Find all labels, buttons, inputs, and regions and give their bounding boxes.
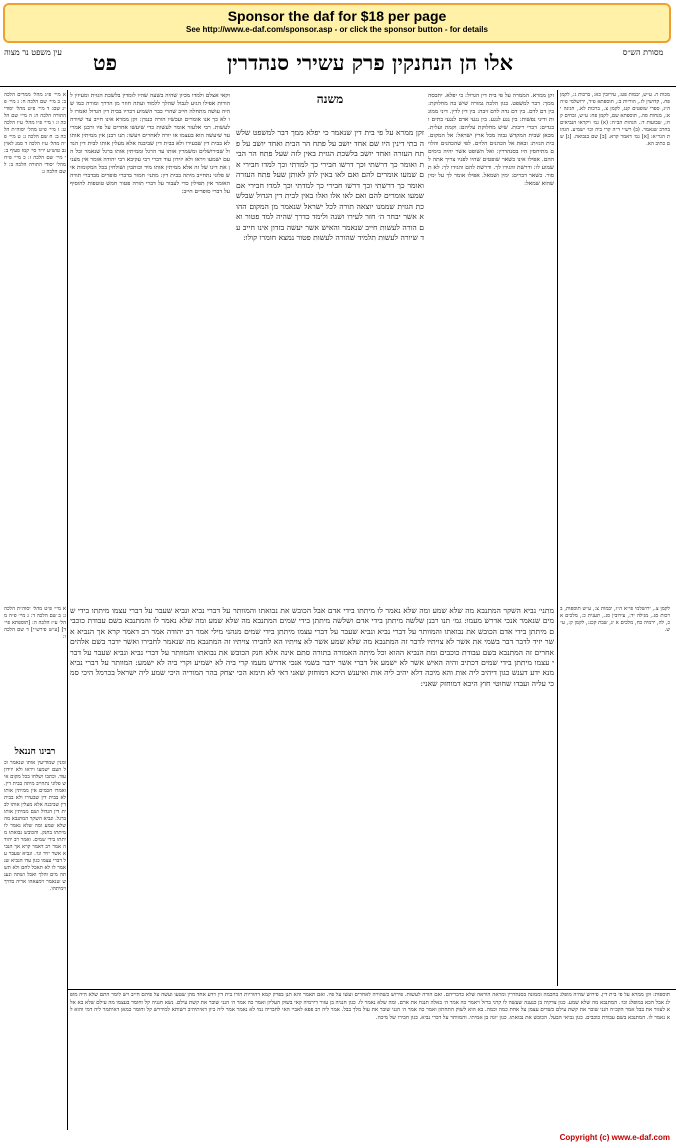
ein-mishpat-lower-text: א מיי׳ פ״ט מהל׳ יסוה״ת הלכה ג: ב שם הלכה ד: ג מיי׳ פ״ה מהל׳ ע״ז הלכה ה: [תוספתא פי״ד] [ע״ש פירש״י] ד שם הלכה ו: (4, 606, 66, 640)
chapter-title: אלו הן הנחנקין פרק עשירי סנהדרין (226, 50, 514, 75)
gemara-wide-text: מתני׳ נביא השקר המתנבא מה שלא שמע ומה שלא נאמר לו מיתתו בידי אדם אבל הכובש את נבואתו והמוותר על דברי נביא ונביא שעבר על דברי עצמו מיתתו בידי שמים שנאמר אנכי אדרש מעמו: גמ׳ תנו רבנן שלשה מיתתן בידי אדם ושלשה מיתתן בידי שמים המתנבא מה שלא שמע ומה שלא נאמר לו והמתנבא בשם עבודת כוכבים מיתתן בידי אדם הכובש את נבואתו והמוותר על דברי נביא ונביא שעבר על דברי עצמו מיתתן בידי שמים מנהני מילי אמר רב יהודה אמר רב דאמר קרא אך הנביא אשר יזיד לדבר דבר בשמי את אשר לא צויתיו לדבר זה המתנבא מה שלא שמע אשר לא צויתיו הא לחבירו צויתיו זה המתנבא מה שנאמר לחבירו ואשר ידבר בשם אלהים אחרים זה המתנבא בשם עבודת כוכבים ומת הנביא ההוא וכל מיתה האמורה בתורה סתם אינה אלא חנק הכובש את נבואתו והמוותר על דברי נביא ונביא שעבר על דברי עצמו מיתתן בידי שמים דכתיב והיה האיש אשר לא ישמע אל דברי אשר ידבר בשמי אנכי אדרש מעמו קרי ביה לא ישמיע וקרי ביה לא ישמע: המוותר על דברי נביא מנא ידע דענש כגון דיהיב ליה אות והא מיכה דלא יהיב ליה אות ואיענש היכא דמוחזק שאני דאי לא תימא הכי יצחק בהר המוריה היכי שמע ליה ישראל בכרמל היכי סמכי עליה ועבדו שחוטי חוץ היכא דמוחזק שאני: (70, 606, 554, 688)
header-ein-mishpat-label: עין משפט נר מצוה (4, 48, 62, 57)
ein-mishpat-column-lower (4, 606, 66, 746)
copyright-notice[interactable]: Copyright (c) www.e-daf.com (559, 1133, 670, 1142)
gemara-wide-column (70, 606, 554, 986)
header-divider (0, 86, 676, 87)
rabbeinu-chananel-text: ומנין שמודיעין אותו שנאמר וכל העם ישמעו ויראו ולא יזידון עוד. וכתבו ושלחו בכל מקום איש פלוני נתחייב מיתה בבית דין. ואמרו חכמים אין ממיתין אותו לא בבית דין שבעירו ולא בבית דין שביבנה אלא מעלין אותו לבית דין הגדול ושם ממיתין אותו ברגל. ונביא השקר המתנבא מה שלא שמע ומה שלא נאמר לו מיתתו בחנק. והכובש נבואתו מיתתו בידי שמים. ואמר רב יהודה אמר רב דאמר קרא אך הנביא אשר יזיד וגו׳. ונביא שעבר על דברי עצמו כגון עדו הנביא שנאמר לו לא תאכל לחם ולא תשתה מים והלך ואכל ושתה ונענש שנאמר וימצאהו אריה בדרך וימיתהו. (4, 760, 66, 892)
bottom-commentary-text: תוספות: זקן ממרא על פי בית דין. פירוש שהיה מופלג בחכמה וממונה בסנהדרין ומראה הוראה שלא כדבריהם. ואם הורה לעשות. פירוש כשהורה לאחרים ועשו על פיו. ואם תאמר והא תנן בפרק קמא דהוריות הורו בית דין וידע אחד מהן שטעו ועשה על פיהם חייב ויש לומר התם שלא היה מופלג אבל הכא במופלג וכו׳. המתנבא מה שלא שמע. כגון צדקיה בן כנענה שעשה לו קרני ברזל ויאמר כה אמר ה׳ באלה תנגח את ארם. ומה שלא נאמר לו. כגון חנניה בן עזור דירמיה קאי בשוק העליון ואמר כה אמר ה׳ הנני שובר את קשת עילם. נשא חנניה קל וחומר בעצמו מה עילם שלא בא אלא לעזור את בבל אמר הקב״ה הנני שובר את קשת עילם כשדים עצמן על אחת כמה וכמה. בא הוא לשוק התחתון ואמר כה אמר ה׳ הנני שובר את עול מלך בבל. אמר ליה רב פפא לאביי האי לחבריה נמי לא נאמר אמר ליה כיון דאיתיהיב רשותא למידרש קל וחומר כמאן דאיתמר ליה דמי והוא לא נאמר לו. המתנבא בשם עבודת כוכבים. כגון נביאי הבעל. הכובש את נבואתו. כגון יונה בן אמיתי. והמוותר על דברי נביא. כגון חבירו של מיכה. (70, 992, 670, 1021)
gemara-main-text: זקן ממרא על פי בית דין שנאמר כי יפלא ממך דבר למשפט שלשה בתי דינין היו שם אחד יושב על פתח הר הבית ואחד יושב על פתח העזרה ואחד יושב בלשכת הגזית באין לזה שעל פתח הר הבית ואומר כך דרשתי וכך דרשו חבירי כך למדתי וכך למדו חבירי אם שמעו אומרים להם ואם לאו באין להן לאותן שעל פתח העזרה ואומר כך דרשתי וכך דרשו חבירי כך למדתי וכך למדו חבירי אם שמעו אומרים להם ואם לאו אלו ואלו באין לבית דין הגדול שבלשכת הגזית שממנו יוצאה תורה לכל ישראל שנאמר מן המקום ההוא אשר יבחר ה׳ חזר לעירו ושנה ולימד כדרך שהיה למד פטור ואם הורה לעשות חייב שנאמר והאיש אשר יעשה בזדון אינו חייב עד שיורה לעשות תלמיד שהורה לעשות פטור נמצא חומרו קולו: (236, 128, 424, 242)
masoret-hashas-column-lower (560, 606, 670, 986)
bottom-section-divider (68, 989, 676, 990)
gemara-main-column (236, 128, 424, 608)
sponsor-banner-title: Sponsor the daf for $18 per page (227, 8, 447, 24)
masoret-hashas-text: מכות ה. ע״ש, יבמות פט:, עירובין כא:, ברכות ג:, לקמן פח., קדושין לז., הוריות ב:, תוספתא פ״ד, ירושלמי פ״ה ה״ג, ספרי שופטים קנג, לקמן צ., ברכות לא., חגיגה יא:, מנחות סה., תוספתא שם, לקמן פח: ע״ש, זבחים קח:, שבועות ד:. הגהות הב״ח: (א) גמ׳ ויקראו הנביאים בחרב שנאמר. (ב) רש״י ד״ה קרי ביה וכו׳ ישמיע. הגהות הגר״א: [א] גמ׳ דאמר קרא. [ב] שם בנבואה. [ג] שם כתיב הא. (560, 92, 670, 147)
ein-mishpat-text: א מיי׳ פ״ג מהל׳ ממרים הלכה ב: ב מיי׳ שם הלכה ח: ג מיי׳ פ״ג שם: ד מיי׳ פ״ט מהל׳ יסודי התורה הלכה ה: ה מיי׳ שם הלכה ז: ו מיי׳ פ״ו מהל׳ ע״ז הלכה ט: ז מיי׳ פ״ט מהל׳ יסוה״ת הלכה ב: ח שם הלכה ג: ט מיי׳ פ״ה מהל׳ ע״ז הלכה ד סמג לאוין נב טוש״ע יו״ד סי׳ קמז סעיף ב: י מיי׳ שם הלכה ז: כ מיי׳ פ״ח מהל׳ יסודי התורה הלכה ב: ל שם הלכה ג: (4, 92, 66, 175)
tosafot-column (70, 92, 230, 592)
page-number: פט (92, 50, 118, 75)
bottom-commentary-block (70, 992, 670, 1124)
left-column-divider (67, 90, 68, 1130)
right-column-divider (557, 90, 558, 986)
page-header (0, 46, 676, 86)
ein-mishpat-column (4, 92, 66, 592)
masoret-hashas-lower-text: לקמן צ., ירושלמי פי״א ה״ו, יבמות צ:, ע״ש תוספות, ברכות סג., מגילה יד:, עירובין סג., תענית כ:, מלכים א כ, לה, ירמיה כח, מלכים א יג, שבת קכג:, לקמן ק:, ע״ש. (560, 606, 670, 633)
tosafot-text: וקאי אצלם ולמדו מכיון שהיה בשעה שהיו לומדין בלשכת הגזית ומעיזין להורות אפילו הגיע לגבול שהלך ללמוד ועתה חוזר מן הדרך ומורה כמו שהיה עושה מתחלה חייב שהרי כבר השמיע דבריו בבית דין הגדול ואמרו לו לא כך אנו אומרים ועכשיו הורה כנגדן: זקן ממרא אינו חייב עד שיורה לעשות. רבי אלעזר אומר לעשות כדי שיעשו אחרים על פיו ורבנן אמרי עד שיעשה הוא בעצמו או יורה לאחרים ויעשו: תנו רבנן אין ממיתין אותו לא בבית דין שבעירו ולא בבית דין שביבנה אלא מעלין אותו לבית דין הגדול שבירושלים ומשמרין אותו עד הרגל וממיתין אותו ברגל שנאמר וכל העם ישמעו ויראו ולא יזידון עוד דברי רבי עקיבא רבי יהודה אומר אין מענין את דינו של זה אלא ממיתין אותו מיד וכותבין ושולחין בכל המקומות איש פלוני נתחייב מיתה בבית דין: מתני׳ חמור בדברי סופרים מבדברי תורה האומר אין תפילין כדי לעבור על דברי תורה פטור חמש טוטפות להוסיף על דברי סופרים חייב: (70, 93, 230, 195)
rabbeinu-chananel-column (4, 760, 66, 1130)
mishnah-label: משנה (316, 92, 344, 106)
rashi-column (428, 92, 554, 612)
sponsor-banner[interactable] (3, 3, 671, 43)
rashi-text: זקן ממרא. הממרה על פי בית דין הגדול: כי יפלא. יתכסה ממך: דבר למשפט. כגון הלכה גמורה שיש בה מחלוקת: בין דם לדם. בין דם נדה לדם זיבה: בין דין לדין. דיני ממונות ודיני נפשות: בין נגע לנגע. בין נגעי אדם לנגעי בתים ובגדים: דברי ריבות. שיש מחלוקת עליהם: וקמת ועלית. מכאן שבית המקדש גבוה מכל ארץ ישראל: אל המקום. בית הגזית: ובאת אל הכהנים הלוים. לפי שהכהנים והלוים מתיחסין היו בסנהדרין: ואל השופט אשר יהיה בימים ההם. אפילו אינו כשאר שופטים שהיו לפניו צריך אתה לשמוע לו: ודרשת והגידו לך. ודרשת להם והגידו לך: לא תסור. כשאר דברים: ימין ושמאל. אפילו אומר לך על ימין שהוא שמאל: (428, 93, 554, 187)
masoret-hashas-column (560, 92, 670, 612)
rabbeinu-chananel-heading: רבינו חננאל (14, 747, 56, 757)
sponsor-banner-subtitle: See http://www.e-daf.com/sponsor.asp - or click the sponsor button - for details (186, 25, 488, 34)
header-masoret-label: מסורת הש״ס (622, 48, 664, 57)
talmud-page (0, 46, 676, 1130)
